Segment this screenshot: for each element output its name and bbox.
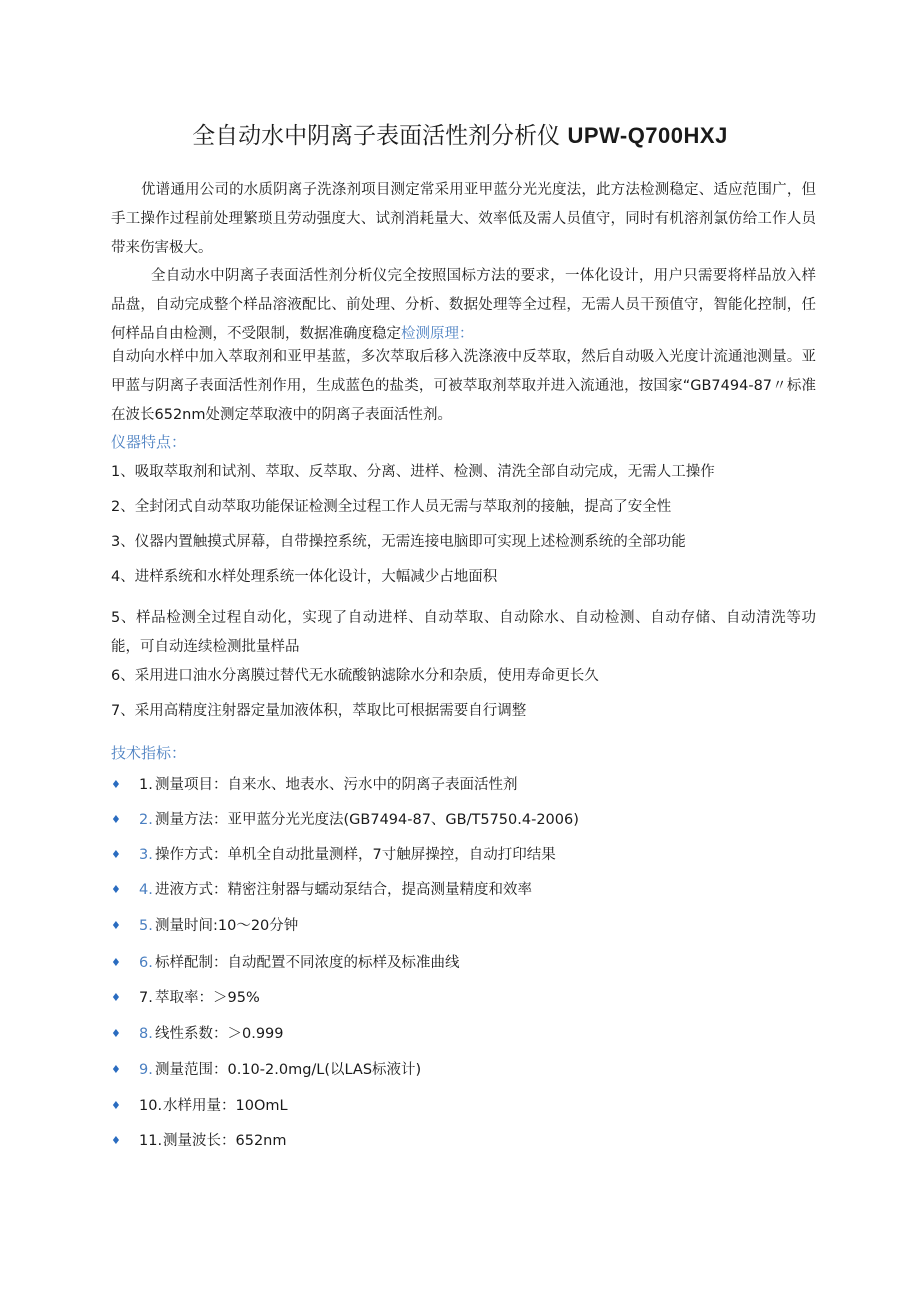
specs-heading: 技术指标： (111, 744, 187, 762)
feature-item: 6、采用进口油水分离膜过替代无水硫酸钠滤除水分和杂质，使用寿命更长久 (111, 668, 599, 684)
diamond-bullet-icon: ♦ (111, 813, 121, 826)
spec-item (111, 878, 816, 902)
spec-item (111, 1022, 816, 1046)
spec-text: 线性系数：＞0.999 (155, 1026, 284, 1042)
principle-paragraph (111, 343, 816, 430)
title-model: UPW-Q700HXJ (567, 123, 728, 148)
diamond-bullet-icon: ♦ (111, 883, 121, 896)
intro-paragraph-2 (111, 262, 816, 349)
intro-paragraph-1 (111, 176, 816, 263)
spec-text: 测量项目：自来水、地表水、污水中的阴离子表面活性剂 (155, 777, 518, 793)
spec-text: 水样用量：10OmL (163, 1098, 288, 1114)
diamond-bullet-icon: ♦ (111, 1027, 121, 1040)
spec-number: 3. (139, 847, 153, 863)
spec-number: 5. (139, 918, 153, 934)
spec-text: 萃取率：＞95% (155, 990, 260, 1006)
diamond-bullet-icon: ♦ (111, 1063, 121, 1076)
spec-number: 2. (139, 812, 153, 828)
document-title (0, 118, 920, 154)
spec-number: 10. (139, 1098, 163, 1114)
spec-number: 1. (139, 777, 153, 793)
features-heading: 仪器特点： (111, 433, 187, 451)
spec-number: 6. (139, 955, 153, 971)
spec-item (111, 986, 816, 1010)
diamond-bullet-icon: ♦ (111, 919, 121, 932)
spec-item (111, 1129, 816, 1153)
spec-number: 8. (139, 1026, 153, 1042)
diamond-bullet-icon: ♦ (111, 1134, 121, 1147)
diamond-bullet-icon: ♦ (111, 848, 121, 861)
intro-p2-body: 全自动水中阴离子表面活性剂分析仪完全按照国标方法的要求，一体化设计，用户只需要将样品放入样品盘，自动完成整个样品溶液配比、前处理、分析、数据处理等全过程，无需人员干预值守，智能化控制，任何样品自由检测，不受限制，数据准确度稳定 (111, 268, 816, 342)
spec-number: 7. (139, 990, 153, 1006)
feature-item: 5、样品检测全过程自动化，实现了自动进样、自动萃取、自动除水、自动检测、自动存储、自动清洗等功能，可自动连续检测批量样品 (111, 610, 816, 655)
feature-item: 1、吸取萃取剂和试剂、萃取、反萃取、分离、进样、检测、清洗全部自动完成，无需人工操作 (111, 464, 715, 480)
spec-number: 11. (139, 1133, 163, 1149)
feature-item: 3、仪器内置触摸式屏幕，自带操控系统，无需连接电脑即可实现上述检测系统的全部功能 (111, 534, 686, 550)
spec-item (111, 951, 816, 975)
feature-item: 7、采用高精度注射器定量加液体积，萃取比可根据需要自行调整 (111, 703, 527, 719)
spec-item (111, 1094, 816, 1118)
spec-number: 4. (139, 882, 153, 898)
spec-item (111, 808, 816, 832)
intro-text-1: 优谱通用公司的水质阴离子洗涤剂项目测定常采用亚甲蓝分光光度法，此方法检测稳定、适应范围广，但手工操作过程前处理繁琐且劳动强度大、试剂消耗量大、效率低及需人员值守，同时有机溶剂氯仿给工作人员带来伤害极大。 (111, 182, 816, 256)
spec-text: 测量范围：0.10-2.0mg∕L(以LAS标液计) (155, 1062, 422, 1078)
spec-text: 标样配制：自动配置不同浓度的标样及标准曲线 (155, 955, 460, 971)
spec-item (111, 1058, 816, 1082)
spec-text: 测量方法：亚甲蓝分光光度法(GB7494-87、GB/T5750.4-2006) (155, 812, 579, 828)
principle-label: 检测原理： (401, 326, 474, 342)
feature-item: 4、进样系统和水样处理系统一体化设计，大幅减少占地面积 (111, 569, 498, 585)
spec-item (111, 843, 816, 867)
spec-number: 9. (139, 1062, 153, 1078)
diamond-bullet-icon: ♦ (111, 991, 121, 1004)
diamond-bullet-icon: ♦ (111, 778, 121, 791)
diamond-bullet-icon: ♦ (111, 1099, 121, 1112)
diamond-bullet-icon: ♦ (111, 956, 121, 969)
spec-text: 操作方式：单机全自动批量测样，7寸触屏操控，自动打印结果 (155, 847, 556, 863)
feature-item: 2、全封闭式自动萃取功能保证检测全过程工作人员无需与萃取剂的接触，提高了安全性 (111, 499, 672, 515)
spec-item (111, 914, 816, 938)
spec-text: 进液方式：精密注射器与蠕动泵结合，提高测量精度和效率 (155, 882, 532, 898)
title-chinese: 全自动水中阴离子表面活性剂分析仪 (192, 123, 561, 149)
intro-text-2 (111, 262, 816, 349)
principle-text: 自动向水样中加入萃取剂和亚甲基蓝，多次萃取后移入洗涤液中反萃取，然后自动吸入光度计流通池测量。亚甲蓝与阴离子表面活性剂作用，生成蓝色的盐类，可被萃取剂萃取并进入流通池，按国家“GB7494-87〃标准在波长652nm处测定萃取液中的阴离子表面活性剂。 (111, 349, 816, 423)
spec-text: 测量波长：652nm (163, 1133, 287, 1149)
spec-item (111, 773, 816, 797)
spec-text: 测量时间:10～20分钟 (155, 918, 299, 934)
